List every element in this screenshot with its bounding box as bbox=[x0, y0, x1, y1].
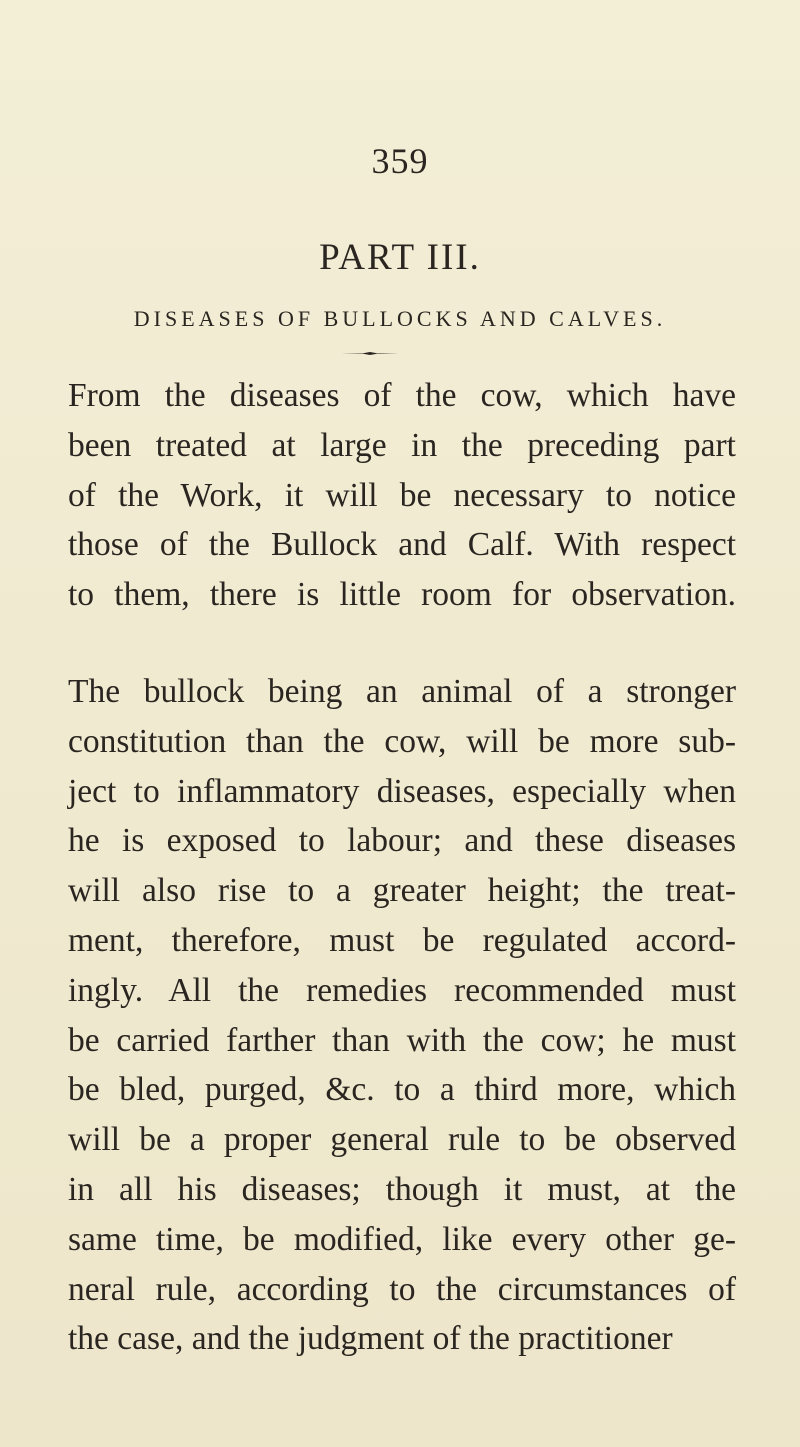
paragraph-line: been treated at large in the preceding part bbox=[68, 426, 736, 464]
paragraph-line: The bullock being an animal of a stronger bbox=[68, 673, 736, 710]
paragraph-1 bbox=[68, 371, 736, 620]
paragraph-line: of the Work, it will be necessary to notice bbox=[68, 476, 736, 514]
part-title: PART III. bbox=[319, 237, 481, 278]
paragraph-line: be bled, purged, &c. to a third more, which bbox=[68, 1071, 736, 1109]
paragraph-2 bbox=[68, 667, 736, 1364]
paragraph-line: in all his diseases; though it must, at the bbox=[68, 1170, 736, 1208]
paragraph-line: constitution than the cow, will be more sub- bbox=[68, 722, 736, 760]
paragraph-line: ject to inflammatory diseases, especially when bbox=[68, 772, 736, 810]
paragraph-line: the case, and the judgment of the practitioner bbox=[68, 1320, 673, 1358]
ornamental-rule bbox=[341, 352, 399, 355]
paragraph-line: to them, there is little room for observation. bbox=[68, 576, 736, 614]
paragraph-line: those of the Bullock and Calf. With respect bbox=[68, 526, 736, 564]
paragraph-line: same time, be modified, like every other ge- bbox=[68, 1220, 736, 1258]
paragraph-line: will also rise to a greater height; the treat- bbox=[68, 872, 736, 910]
paragraph-line: neral rule, according to the circumstances of bbox=[68, 1270, 736, 1308]
paragraph-line: ingly. All the remedies recommended must bbox=[68, 971, 736, 1009]
section-title: DISEASES OF BULLOCKS AND CALVES. bbox=[133, 306, 667, 331]
paragraph-line: be carried farther than with the cow; he must bbox=[68, 1021, 736, 1059]
paragraph-line: he is exposed to labour; and these diseases bbox=[68, 822, 736, 860]
page-number: 359 bbox=[371, 141, 429, 181]
paragraph-line: will be a proper general rule to be observed bbox=[68, 1121, 736, 1159]
paragraph-line: From the diseases of the cow, which have bbox=[68, 377, 736, 414]
paragraph-line: ment, therefore, must be regulated accord- bbox=[68, 921, 736, 959]
